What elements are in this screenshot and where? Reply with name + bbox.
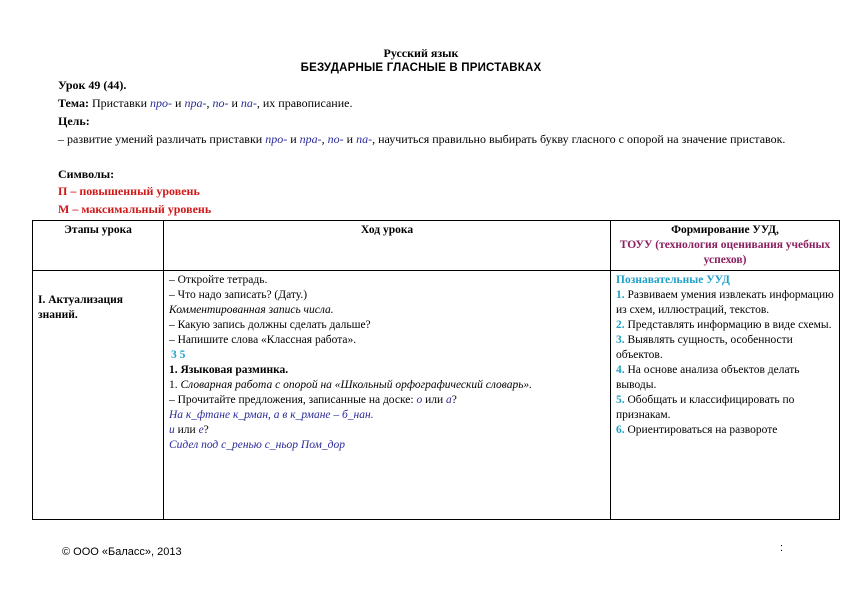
theme-conj: и bbox=[228, 96, 241, 110]
goal-label: Цель: bbox=[58, 114, 90, 128]
uud-item bbox=[616, 288, 834, 318]
goal-comma: , bbox=[321, 132, 328, 146]
uud-item-text: Выявлять сущность, особенности объектов. bbox=[616, 334, 793, 361]
prefix-pa: па- bbox=[356, 132, 373, 146]
uud-item-number: 3. bbox=[616, 334, 625, 346]
subject-title: Русский язык bbox=[383, 46, 459, 60]
exercise-sentence: На к_фтане к_рман, а в к_рмане – б_нан. bbox=[169, 409, 374, 421]
uud-item-number: 1. bbox=[616, 289, 625, 301]
instruction-line bbox=[169, 423, 605, 438]
letter-option: о bbox=[416, 394, 423, 406]
uud-item-text: Развиваем умения извлекать информацию из схем, иллюстраций, текстов. bbox=[616, 289, 834, 316]
instruction-line bbox=[169, 393, 605, 408]
letter-option: и bbox=[169, 424, 175, 436]
lesson-goal bbox=[58, 132, 798, 147]
lesson-theme bbox=[58, 96, 798, 111]
header-lesson-course: Ход урока bbox=[164, 221, 611, 271]
footer-mark: : bbox=[780, 542, 784, 554]
instruction-text: – Прочитайте предложения, записанные на доске: bbox=[169, 394, 417, 406]
goal-end: , научиться правильно выбирать букву гласного с опорой на значение приставок. bbox=[372, 132, 786, 146]
uud-title: Познавательные УУД bbox=[616, 274, 730, 286]
theme-end: , их правописание. bbox=[256, 96, 353, 110]
symbol-advanced-level: П – повышенный уровень bbox=[58, 184, 200, 198]
uud-item bbox=[616, 318, 834, 333]
instruction-line: – Что надо записать? (Дату.) bbox=[169, 289, 308, 301]
uud-item-number: 6. bbox=[616, 424, 625, 436]
header-stages: Этапы урока bbox=[33, 221, 164, 271]
instruction-line: – Напишите слова «Классная работа». bbox=[169, 334, 357, 346]
table-header-row bbox=[33, 221, 840, 271]
exercise-sentence: Сидел под с_ренью с_ньор Пом_дор bbox=[169, 439, 345, 451]
uud-item-text: Представлять информацию в виде схемы. bbox=[624, 319, 832, 331]
uud-item-text: На основе анализа объектов делать выводы. bbox=[616, 364, 800, 391]
section-heading: 1. Языковая разминка. bbox=[169, 364, 289, 376]
header-touu: ТОУУ (технология оценивания учебных успехов) bbox=[619, 239, 831, 266]
goal-conj: и bbox=[287, 132, 300, 146]
theme-text: Приставки bbox=[91, 96, 151, 110]
uud-item-number: 2. bbox=[616, 319, 625, 331]
conj: или bbox=[422, 394, 446, 406]
symbol-maximum-level: М – максимальный уровень bbox=[58, 202, 212, 216]
prefix-pa: па- bbox=[240, 96, 257, 110]
vocabulary-task bbox=[169, 378, 605, 393]
question-mark: ? bbox=[451, 394, 457, 406]
uud-item-text: Обобщать и классифицировать по признакам. bbox=[616, 394, 795, 421]
task-number: 1. bbox=[169, 379, 181, 391]
prefix-po: по- bbox=[212, 96, 229, 110]
instruction-line: Комментированная запись числа. bbox=[169, 304, 334, 316]
prefix-pro: про- bbox=[265, 132, 288, 146]
theme-label: Тема: bbox=[58, 96, 89, 110]
uud-item bbox=[616, 363, 834, 393]
uud-item bbox=[616, 333, 834, 363]
uud-item bbox=[616, 423, 834, 438]
goal-text: – развитие умений различать приставки bbox=[58, 132, 266, 146]
instruction-line: – Откройте тетрадь. bbox=[169, 274, 268, 286]
theme-comma: , bbox=[206, 96, 213, 110]
uud-cell bbox=[611, 271, 840, 520]
task-text: Словарная работа с опорой на «Школьный орфографический словарь». bbox=[180, 379, 533, 391]
header-uud bbox=[611, 221, 840, 271]
header-uud-title: Формирование УУД, bbox=[671, 224, 779, 236]
lesson-number: Урок 49 (44). bbox=[58, 78, 127, 92]
symbols-label: Символы: bbox=[58, 167, 115, 181]
lesson-topic-title: БЕЗУДАРНЫЕ ГЛАСНЫЕ В ПРИСТАВКАХ bbox=[300, 62, 542, 74]
letter-option: а bbox=[446, 394, 452, 406]
lesson-course-cell bbox=[164, 271, 611, 520]
prefix-po: по- bbox=[327, 132, 344, 146]
instruction-line: – Какую запись должны сделать дальше? bbox=[169, 319, 371, 331]
uud-item-text: Ориентироваться на развороте bbox=[624, 424, 778, 436]
copyright-footer: © ООО «Баласс», 2013 bbox=[62, 546, 182, 558]
level-numbers: 3 5 bbox=[171, 349, 186, 361]
prefix-pra: пра- bbox=[184, 96, 207, 110]
goal-conj: и bbox=[343, 132, 357, 146]
stage-cell: I. Актуализация знаний. bbox=[33, 271, 164, 520]
lesson-plan-table bbox=[32, 220, 840, 520]
theme-conj: и bbox=[172, 96, 185, 110]
uud-item bbox=[616, 393, 834, 423]
uud-item-number: 4. bbox=[616, 364, 625, 376]
prefix-pro: про- bbox=[150, 96, 173, 110]
question-mark: ? bbox=[203, 424, 209, 436]
prefix-pra: пра- bbox=[299, 132, 322, 146]
table-row bbox=[33, 271, 840, 520]
letter-option: е bbox=[198, 424, 204, 436]
uud-item-number: 5. bbox=[616, 394, 625, 406]
conj: или bbox=[174, 424, 199, 436]
